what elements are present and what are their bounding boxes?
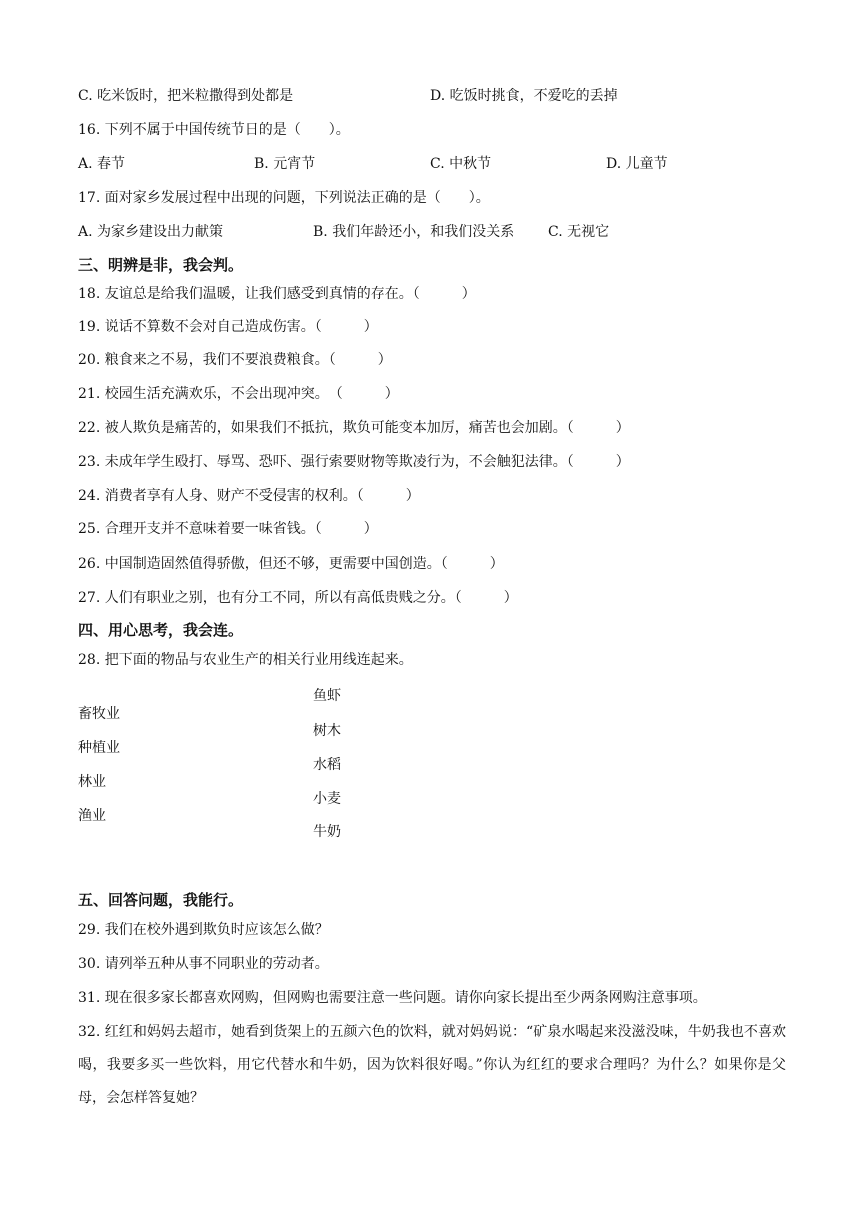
industry-animal-husbandry: 畜牧业 [78,706,120,722]
q27: 27. 人们有职业之别，也有分工不同，所以有高低贵贱之分。（ ） [78,590,518,606]
q17-option-a: A. 为家乡建设出力献策 [78,224,224,240]
section-3-title: 三、明辨是非，我会判。 [78,256,244,274]
q16-option-d: D. 儿童节 [606,156,668,172]
q17-option-b: B. 我们年龄还小，和我们没关系 [313,224,515,240]
q29: 29. 我们在校外遇到欺负时应该怎么做？ [78,922,329,938]
q15-option-d: D. 吃饭时挑食，不爱吃的丢掉 [430,88,618,104]
industry-fishery: 渔业 [78,808,106,824]
q23: 23. 未成年学生殴打、辱骂、恐吓、强行索要财物等欺凌行为，不会触犯法律。（ ） [78,454,630,470]
section-4-title: 四、用心思考，我会连。 [78,621,244,639]
q22: 22. 被人欺负是痛苦的，如果我们不抵抗，欺负可能变本加厉，痛苦也会加剧。（ ） [78,420,630,436]
q24: 24. 消费者享有人身、财产不受侵害的权利。（ ） [78,488,420,504]
q16-option-b: B. 元宵节 [254,156,316,172]
section-5-title: 五、回答问题，我能行。 [78,891,244,909]
q30: 30. 请列举五种从事不同职业的劳动者。 [78,956,329,972]
q19: 19. 说话不算数不会对自己造成伤害。（ ） [78,319,378,335]
q18: 18. 友谊总是给我们温暖，让我们感受到真情的存在。（ ） [78,286,476,302]
q31: 31. 现在很多家长都喜欢网购，但网购也需要注意一些问题。请你向家长提出至少两条网购注意事项。 [78,990,707,1006]
product-fish-shrimp: 鱼虾 [313,688,341,704]
product-milk: 牛奶 [313,824,341,840]
q17-stem: 17. 面对家乡发展过程中出现的问题，下列说法正确的是（ ）。 [78,190,490,206]
q16-stem: 16. 下列不属于中国传统节日的是（ ）。 [78,122,350,138]
q17-option-c: C. 无视它 [548,224,610,240]
q15-option-c: C. 吃米饭时，把米粒撒得到处都是 [78,88,294,104]
industry-forestry: 林业 [78,774,106,790]
q32: 32. 红红和妈妈去超市，她看到货架上的五颜六色的饮料，就对妈妈说：“矿泉水喝起来没滋没味，牛奶我也不喜欢喝，我要多买一些饮料，用它代替水和牛奶，因为饮料很好喝。”你认为红红的要求合理吗？为什么？如果你是父母，会怎样答复她？ [78,1024,786,1106]
q16-option-c: C. 中秋节 [430,156,492,172]
q16-option-a: A. 春节 [78,156,126,172]
q25: 25. 合理开支并不意味着要一味省钱。（ ） [78,521,378,537]
industry-crop-farming: 种植业 [78,740,120,756]
q28-stem: 28. 把下面的物品与农业生产的相关行业用线连起来。 [78,652,413,668]
q26: 26. 中国制造固然值得骄傲，但还不够，更需要中国创造。（ ） [78,556,504,572]
product-wheat: 小麦 [313,791,341,807]
product-trees: 树木 [313,723,341,739]
q21: 21. 校园生活充满欢乐，不会出现冲突。 （ ） [78,386,399,402]
product-rice: 水稻 [313,757,341,773]
q20: 20. 粮食来之不易，我们不要浪费粮食。（ ） [78,352,392,368]
